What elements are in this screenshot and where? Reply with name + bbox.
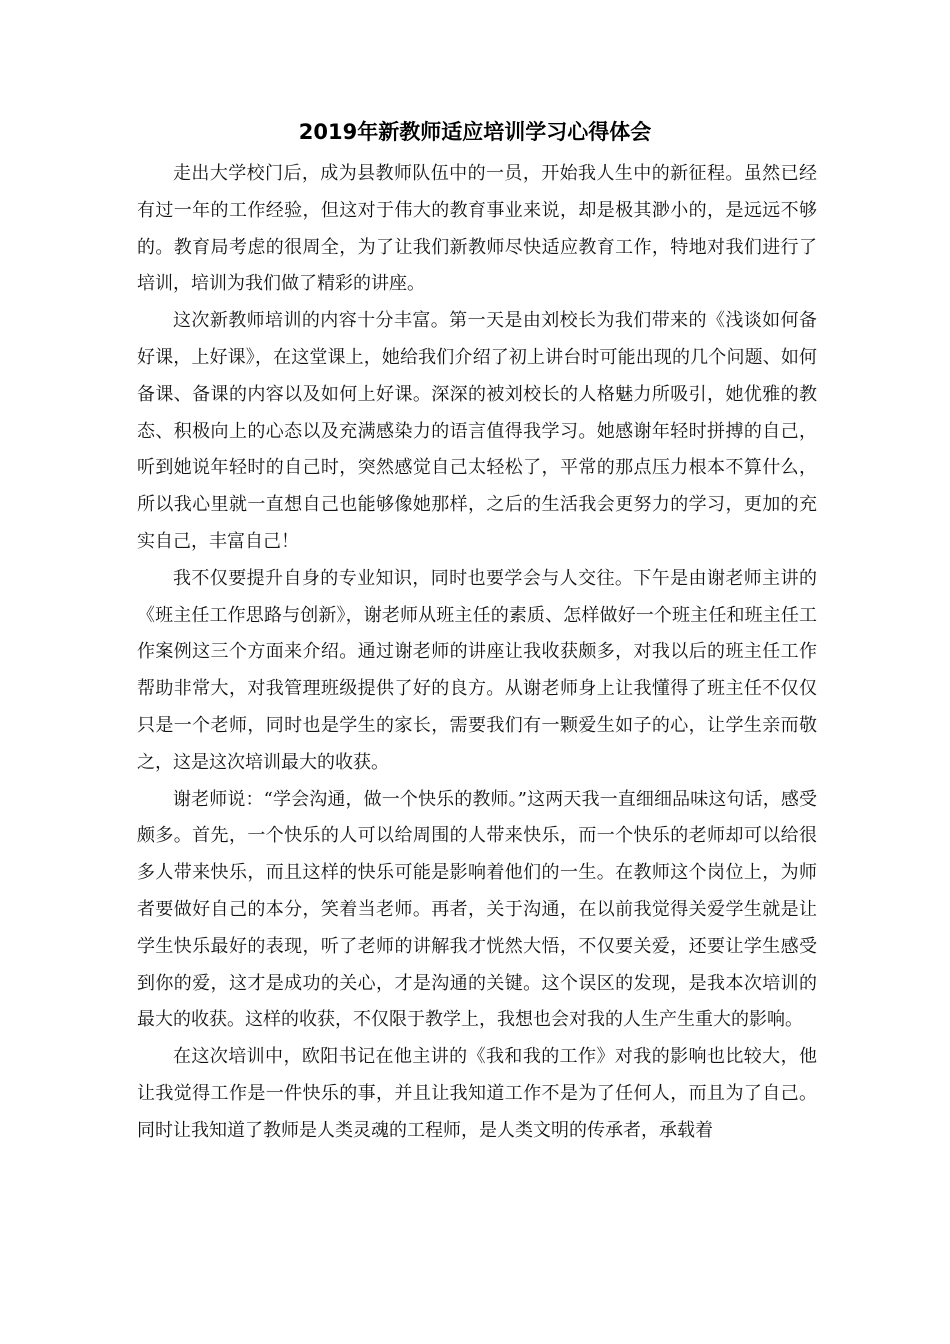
document-title: 2019年新教师适应培训学习心得体会 (298, 120, 652, 144)
document-body (137, 156, 817, 1150)
paragraph-2: 这次新教师培训的内容十分丰富。第一天是由刘校长为我们带来的《浅谈如何备好课，上好课》，在这堂课上，她给我们介绍了初上讲台时可能出现的几个问题、如何备课、备课的内容以及如何上好课。深深的被刘校长的人格魅力所吸引，她优雅的教态、积极向上的心态以及充满感染力的语言值得我学习。她感谢年轻时拼搏的自己，听到她说年轻时的自己时，突然感觉自己太轻松了，平常的那点压力根本不算什么，所以我心里就一直想自己也能够像她那样，之后的生活我会更努力的学习，更加的充实自己，丰富自己！ (137, 310, 817, 552)
paragraph-1: 走出大学校门后，成为县教师队伍中的一员，开始我人生中的新征程。虽然已经有过一年的工作经验，但这对于伟大的教育事业来说，却是极其渺小的，是远远不够的。教育局考虑的很周全，为了让我们新教师尽快适应教育工作，特地对我们进行了培训，培训为我们做了精彩的讲座。 (137, 163, 817, 295)
paragraph-4: 谢老师说：“学会沟通，做一个快乐的教师。”这两天我一直细细品味这句话，感受颇多。首先，一个快乐的人可以给周围的人带来快乐，而一个快乐的老师却可以给很多人带来快乐，而且这样的快乐可能是影响着他们的一生。在教师这个岗位上，为师者要做好自己的本分，笑着当老师。再者，关于沟通，在以前我觉得关爱学生就是让学生快乐最好的表现，听了老师的讲解我才恍然大悟，不仅要关爱，还要让学生感受到你的爱，这才是成功的关心，才是沟通的关键。这个误区的发现，是我本次培训的最大的收获。这样的收获，不仅限于教学上，我想也会对我的人生产生重大的影响。 (137, 788, 817, 1031)
paragraph-5: 在这次培训中，欧阳书记在他主讲的《我和我的工作》对我的影响也比较大，他让我觉得工作是一件快乐的事，并且让我知道工作不是为了任何人，而且为了自己。同时让我知道了教师是人类灵魂的工程师，是人类文明的传承者，承载着 (137, 1046, 817, 1141)
paragraph-3: 我不仅要提升自身的专业知识，同时也要学会与人交往。下午是由谢老师主讲的《班主任工作思路与创新》，谢老师从班主任的素质、怎样做好一个班主任和班主任工作案例这三个方面来介绍。通过谢老师的讲座让我收获颇多，对我以后的班主任工作帮助非常大，对我管理班级提供了好的良方。从谢老师身上让我懂得了班主任不仅仅只是一个老师，同时也是学生的家长，需要我们有一颗爱生如子的心，让学生亲而敬之，这是这次培训最大的收获。 (137, 567, 817, 773)
